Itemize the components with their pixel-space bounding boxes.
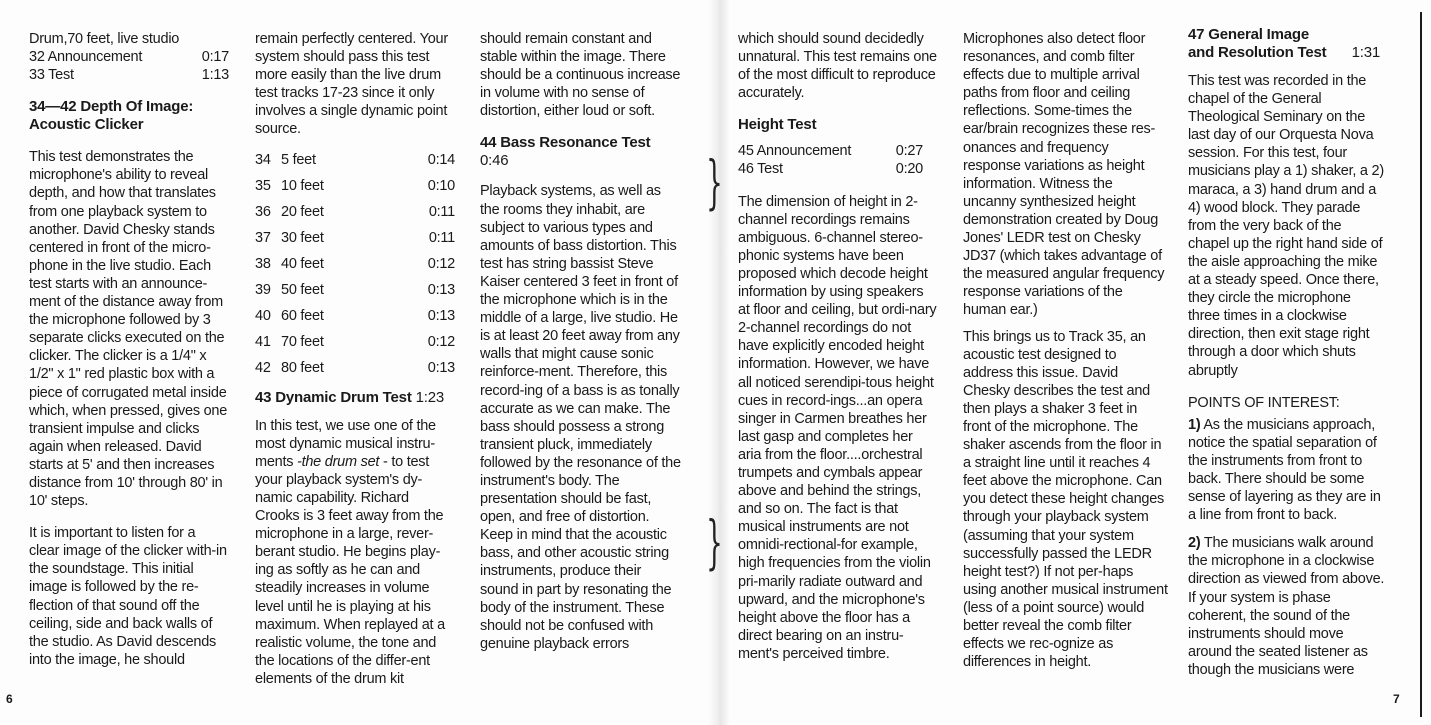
track-time: 1:13 (201, 67, 229, 84)
point-text: The musicians walk around the microphone in a clockwise direction as viewed from above. If your system is phase coherent, the sound of the instruments should move around the seated listener as though the musicians were (1188, 535, 1385, 678)
section-heading: Height Test (738, 116, 817, 134)
track-label: 20 feet (281, 203, 324, 220)
track-label: 50 feet (281, 281, 324, 298)
track-row (255, 355, 455, 381)
track-number: 42 (255, 359, 271, 376)
track-number: 34 (255, 151, 271, 168)
section-heading: 34—42 Depth Of Image: Acoustic Clicker (29, 98, 194, 134)
page-edge-line (1420, 12, 1422, 717)
body-paragraph: should remain constant and stable within the image. There should be a continuous increase in volume with no sense of distortion, either loud or soft. (480, 31, 681, 120)
track-time: 0:13 (427, 359, 455, 376)
track-number: 39 (255, 281, 271, 298)
track-label: 45 Announcement (738, 143, 852, 160)
section-heading-time: 0:46 (480, 152, 509, 170)
track-time: 0:12 (427, 333, 455, 350)
track-row (255, 199, 455, 225)
track-time: 0:13 (427, 281, 455, 298)
body-text: In this test, we use one of the most dynamic musical instru-ments (255, 417, 436, 470)
body-paragraph: Microphones also detect floor resonances, and comb filter effects due to multiple arrival paths from floor and ceiling reflections. Some-times the ear/brain recognizes these res-onances and frequency response variations as height information. Witness the uncanny synthesized height demonstration created by Doug Jones' LEDR test on Chesky JD37 (which takes advantage of the measured angular frequency response variations of the human ear.) (963, 31, 1165, 319)
track-label: 33 Test (29, 67, 74, 84)
body-paragraph: This test was recorded in the chapel of the General Theological Seminary on the last day of our Orquesta Nova session. For this test, four musicians play a 1) shaker, a 2) maraca, a 3) hand drum and a 4) wood block. They parade from the very back of the chapel up the right hand side of the aisle approaching the mike at a steady speed. Once there, they circle the microphone three times in a clockwise direction, then exit stage right through a door which shuts abruptly (1188, 73, 1384, 379)
body-paragraph (255, 417, 455, 688)
point-number: 2) (1188, 535, 1201, 552)
track-row (29, 66, 229, 84)
track-list (29, 48, 229, 84)
section-heading (255, 389, 455, 407)
track-number: 37 (255, 229, 271, 246)
intro-line: Drum,70 feet, live studio (29, 31, 180, 47)
section-heading (480, 134, 682, 170)
track-time: 0:11 (428, 229, 455, 246)
track-row (29, 48, 229, 66)
body-paragraph: The dimension of height in 2-channel recordings remains ambiguous. 6-channel stereo-phonic systems have been proposed which decode height information by using speakers at floor and ceiling, but ordi-nary 2-channel recordings do not have explicitly encoded height information. However, we have all noticed serendipi-tous height cues in record-ings...an opera singer in Carmen breathes her last gasp and completes her aria from the floor....orchestral trumpets and cymbals appear above and behind the strings, and so on. The fact is that musical instruments are not omnidi-rectional-for example, high frequencies from the violin pri-marily radiate outward and upward, and the microphone's height above the floor has a direct bearing on an instru-ment's perceived timbre. (738, 193, 937, 662)
track-time: 0:13 (427, 307, 455, 324)
point-item (1188, 534, 1386, 679)
section-heading-title: 43 Dynamic Drum Test (255, 388, 412, 406)
track-row (255, 303, 455, 329)
track-label: 46 Test (738, 161, 783, 178)
section-heading-title: 47 General Image and Resolution Test (1188, 26, 1327, 61)
track-time: 0:12 (427, 255, 455, 272)
track-time: 0:14 (427, 151, 455, 168)
track-label: 40 feet (281, 255, 324, 272)
column-2 (255, 30, 455, 688)
section-heading (1188, 26, 1386, 62)
body-text: - to test your playback system's dy-namic capability. Richard Crooks is 3 feet away from the microphone in a large, rever-berant studio. He begins play-ing as softly as he can and steadily increases in volume level until he is playing at his maximum. When replayed at a realistic volume, the tone and the locations of the differ-ent elements of the drum kit (255, 453, 445, 687)
track-row (255, 329, 455, 355)
track-time: 0:10 (427, 177, 455, 194)
track-number: 41 (255, 333, 271, 350)
point-number: 1) (1188, 416, 1201, 433)
track-list (738, 142, 938, 178)
margin-bracket: } (706, 508, 723, 576)
body-paragraph: which should sound decidedly unnatural. This test remains one of the most difficult to reproduce accurately. (738, 31, 937, 102)
point-text: As the musicians approach, notice the spatial separation of the instruments from front to back. There should be some sense of layering as they are in a line from front to back. (1188, 416, 1381, 524)
section-heading-time: 1:31 (1351, 44, 1380, 61)
track-row (255, 173, 455, 199)
track-label: 60 feet (281, 307, 324, 324)
track-number: 36 (255, 203, 271, 220)
track-time: 0:17 (201, 49, 229, 66)
italic-text: -the drum set (297, 453, 380, 470)
points-heading: POINTS OF INTEREST: (1188, 394, 1340, 411)
body-paragraph: This brings us to Track 35, an acoustic test designed to address this issue. David Chesky describes the test and then plays a shaker 3 feet in front of the microphone. The shaker ascends from the floor in a straight line until it reaches 4 feet above the microphone. Can you detect these height changes through your playback system (assuming that your system successfully passed the LEDR height test?) If not per-haps using another musical instrument (less of a point source) would better reveal the comb filter effects we rec-ognize as differences in height. (963, 328, 1168, 671)
track-label: 30 feet (281, 229, 324, 246)
track-number: 38 (255, 255, 271, 272)
body-paragraph: It is important to listen for a clear image of the clicker with-in the soundstage. This initial image is followed by the re-flection of that sound off the ceiling, side and back walls of the studio. As David descends into the image, he should (29, 525, 227, 668)
section-heading-title: 44 Bass Resonance Test (480, 134, 651, 152)
track-label: 70 feet (281, 333, 324, 350)
section-heading-time: 1:23 (415, 388, 444, 406)
column-1 (29, 30, 229, 669)
track-row (255, 147, 455, 173)
track-row (255, 251, 455, 277)
column-6 (1188, 26, 1386, 679)
body-paragraph: This test demonstrates the microphone's ability to reveal depth, and how that translates from one playback system to another. David Chesky stands centered in front of the micro-phone in the live studio. Each test starts with an announce-ment of the distance away from the microphone followed by 3 separate clicks executed on the clicker. The clicker is a 1/4" x 1/2" x 1" red plastic box with a piece of corrugated metal inside which, when pressed, gives one transient impulse and clicks again when released. David starts at 5' and then increases distance from 10' through 80' in 10' steps. (29, 149, 228, 510)
point-item (1188, 416, 1386, 525)
track-time: 0:27 (895, 143, 923, 160)
track-number: 40 (255, 307, 271, 324)
page-number-left: 6 (6, 692, 13, 706)
column-3 (480, 30, 682, 653)
track-time: 0:11 (428, 203, 455, 220)
column-4 (738, 30, 938, 663)
track-row (255, 277, 455, 303)
column-5 (963, 30, 1168, 671)
track-time: 0:20 (895, 161, 923, 178)
track-label: 80 feet (281, 359, 324, 376)
page-number-right: 7 (1393, 692, 1400, 706)
track-number: 35 (255, 177, 271, 194)
track-row (255, 225, 455, 251)
track-row (738, 160, 923, 178)
body-paragraph: remain perfectly centered. Your system should pass this test more easily than the live drum test tracks 17-23 since it only involves a single dynamic point source. (255, 31, 448, 138)
margin-bracket: } (706, 148, 723, 216)
track-row (738, 142, 923, 160)
track-label: 5 feet (281, 151, 316, 168)
track-list (255, 147, 455, 381)
track-label: 10 feet (281, 177, 324, 194)
page-gutter (708, 0, 730, 725)
track-label: 32 Announcement (29, 49, 143, 66)
body-paragraph: Playback systems, as well as the rooms they inhabit, are subject to various types and amounts of bass distortion. This test has string bassist Steve Kaiser centered 3 feet in front of the microphone which is in the middle of a large, live studio. He is at least 20 feet away from any walls that might cause sonic reinforce-ment. Therefore, this record-ing of a bass is as tonally accurate as we can make. The bass should possess a strong transient pluck, immediately followed by the resonance of the instrument's body. The presentation should be fast, open, and free of distortion. Keep in mind that the acoustic bass, and other acoustic string instruments, produce their sound in part by resonating the body of the instrument. These should not be confused with genuine playback errors (480, 183, 681, 652)
